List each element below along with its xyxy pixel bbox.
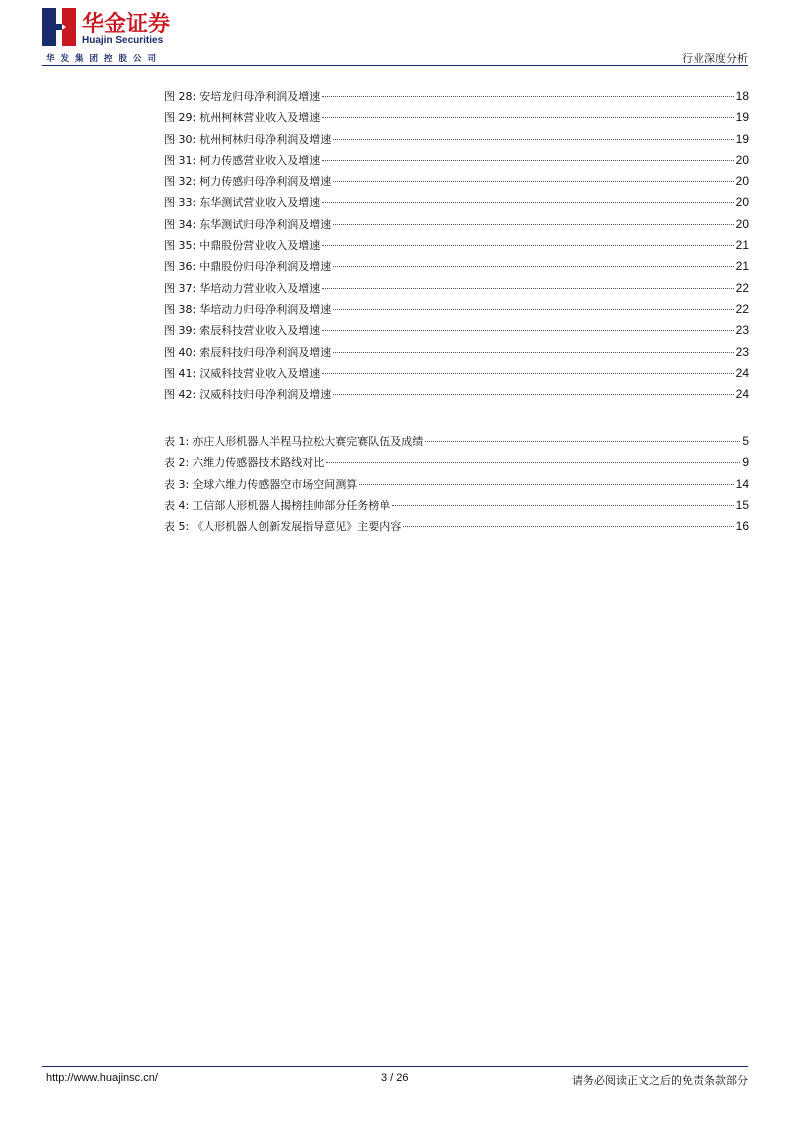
dot-leader	[392, 505, 733, 506]
entry-label: 图 39:	[164, 324, 197, 338]
dot-leader	[322, 202, 733, 203]
entry-title: 中鼎股份归母净利润及增速	[199, 260, 332, 274]
entry-label: 表 3:	[164, 477, 190, 491]
entry-label: 图 35:	[164, 239, 197, 253]
entry-label: 表 2:	[164, 456, 190, 470]
entry-page-number: 20	[735, 152, 749, 167]
entry-title: 亦庄人形机器人半程马拉松大赛完赛队伍及成绩	[192, 435, 424, 448]
figure-toc-entry[interactable]	[164, 344, 749, 365]
table-toc-entry[interactable]	[164, 476, 749, 497]
entry-title: 柯力传感归母净利润及增速	[199, 175, 332, 189]
entry-label: 图 33:	[164, 196, 197, 210]
entry-title: 汉威科技归母净利润及增速	[199, 388, 332, 402]
table-toc-entry[interactable]	[164, 454, 749, 475]
dot-leader	[333, 309, 733, 310]
entry-label: 图 32:	[164, 175, 197, 189]
entry-label: 图 40:	[164, 345, 197, 359]
entry-page-number: 9	[742, 455, 749, 470]
entry-label: 图 34:	[164, 217, 197, 231]
dot-leader	[403, 526, 733, 527]
entry-title: 东华测试营业收入及增速	[199, 196, 321, 210]
entry-page-number: 19	[735, 131, 749, 146]
figure-toc-entry[interactable]	[164, 109, 749, 130]
dot-leader	[326, 462, 740, 463]
entry-title: 东华测试归母净利润及增速	[199, 217, 332, 231]
figure-toc-entry[interactable]	[164, 386, 749, 407]
entry-page-number: 22	[735, 280, 749, 295]
figure-toc-entry[interactable]	[164, 216, 749, 237]
entry-page-number: 19	[735, 110, 749, 125]
disclaimer-note: 请务必阅读正文之后的免责条款部分	[572, 1074, 748, 1087]
entry-title: 中鼎股份营业收入及增速	[199, 239, 321, 253]
entry-label: 图 31:	[164, 153, 197, 167]
entry-label: 图 42:	[164, 388, 197, 402]
entry-page-number: 21	[735, 259, 749, 274]
dot-leader	[359, 484, 733, 485]
entry-page-number: 23	[735, 323, 749, 338]
entry-page-number: 21	[735, 238, 749, 253]
dot-leader	[333, 352, 733, 353]
entry-title: 安培龙归母净利润及增速	[199, 90, 321, 103]
entry-title: 华培动力营业收入及增速	[199, 281, 321, 295]
entry-label: 图 41:	[164, 366, 197, 380]
entry-title: 索辰科技营业收入及增速	[199, 324, 321, 338]
dot-leader	[322, 245, 733, 246]
table-list	[164, 433, 749, 539]
entry-page-number: 16	[735, 519, 749, 534]
entry-page-number: 22	[735, 301, 749, 316]
entry-page-number: 5	[742, 434, 749, 448]
entry-label: 图 29:	[164, 111, 197, 125]
entry-page-number: 20	[735, 195, 749, 210]
entry-title: 杭州柯林归母净利润及增速	[199, 132, 332, 146]
entry-label: 图 38:	[164, 302, 197, 316]
dot-leader	[322, 288, 733, 289]
dot-leader	[322, 117, 733, 118]
dot-leader	[333, 224, 733, 225]
footer-website-link[interactable]: http://www.huajinsc.cn/	[46, 1072, 158, 1084]
entry-label: 图 37:	[164, 281, 197, 295]
entry-title: 华培动力归母净利润及增速	[199, 302, 332, 316]
figure-toc-entry[interactable]	[164, 301, 749, 322]
figure-toc-entry[interactable]	[164, 365, 749, 386]
footer-divider	[42, 1066, 748, 1067]
entry-title: 工信部人形机器人揭榜挂帅部分任务榜单	[192, 498, 391, 512]
page-header	[0, 0, 794, 68]
dot-leader	[333, 181, 733, 182]
dot-leader	[322, 160, 733, 161]
entry-page-number: 20	[735, 216, 749, 231]
entry-title: 杭州柯林营业收入及增速	[199, 111, 321, 125]
entry-title: 索辰科技归母净利润及增速	[199, 345, 332, 359]
logo-english-name: Huajin Securities	[82, 35, 164, 46]
dot-leader	[333, 266, 733, 267]
entry-title: 《人形机器人创新发展指导意见》主要内容	[192, 520, 402, 534]
entry-label: 表 1:	[164, 435, 190, 448]
table-toc-entry[interactable]	[164, 433, 749, 454]
entry-page-number: 24	[735, 387, 749, 402]
entry-page-number: 20	[735, 174, 749, 189]
table-toc-entry[interactable]	[164, 518, 749, 539]
entry-label: 表 5:	[164, 520, 190, 534]
dot-leader	[322, 330, 733, 331]
entry-label: 图 30:	[164, 132, 197, 146]
entry-page-number: 14	[735, 476, 749, 491]
figure-toc-entry[interactable]	[164, 173, 749, 194]
figure-toc-entry[interactable]	[164, 131, 749, 152]
entry-page-number: 15	[735, 497, 749, 512]
dot-leader	[322, 373, 733, 374]
company-logo	[42, 8, 192, 62]
figure-toc-entry[interactable]	[164, 237, 749, 258]
entry-label: 图 28:	[164, 90, 197, 103]
dot-leader	[333, 139, 733, 140]
entry-page-number: 18	[735, 89, 749, 103]
group-name: 华发集团控股公司	[46, 54, 163, 64]
dot-leader	[333, 394, 733, 395]
entry-title: 全球六维力传感器空市场空间测算	[192, 477, 358, 491]
entry-title: 汉威科技营业收入及增速	[199, 366, 321, 380]
entry-page-number: 24	[735, 365, 749, 380]
figure-list	[164, 88, 749, 407]
entry-label: 图 36:	[164, 260, 197, 274]
page-number: 3 / 26	[381, 1072, 409, 1084]
header-divider	[42, 65, 748, 66]
dot-leader	[425, 441, 740, 442]
figure-toc-entry[interactable]	[164, 322, 749, 343]
entry-page-number: 23	[735, 344, 749, 359]
entry-label: 表 4:	[164, 498, 190, 512]
figure-toc-entry[interactable]	[164, 258, 749, 279]
table-toc-entry[interactable]	[164, 497, 749, 518]
figure-toc-entry[interactable]	[164, 152, 749, 173]
report-type: 行业深度分析	[682, 52, 748, 65]
dot-leader	[322, 96, 733, 97]
entry-title: 柯力传感营业收入及增速	[199, 153, 321, 167]
figure-toc-entry[interactable]	[164, 194, 749, 215]
entry-title: 六维力传感器技术路线对比	[192, 456, 325, 470]
huajin-logo-icon	[42, 8, 76, 46]
figure-toc-entry[interactable]	[164, 88, 749, 109]
logo-chinese-name: 华金证券	[82, 12, 171, 37]
figure-toc-entry[interactable]	[164, 280, 749, 301]
